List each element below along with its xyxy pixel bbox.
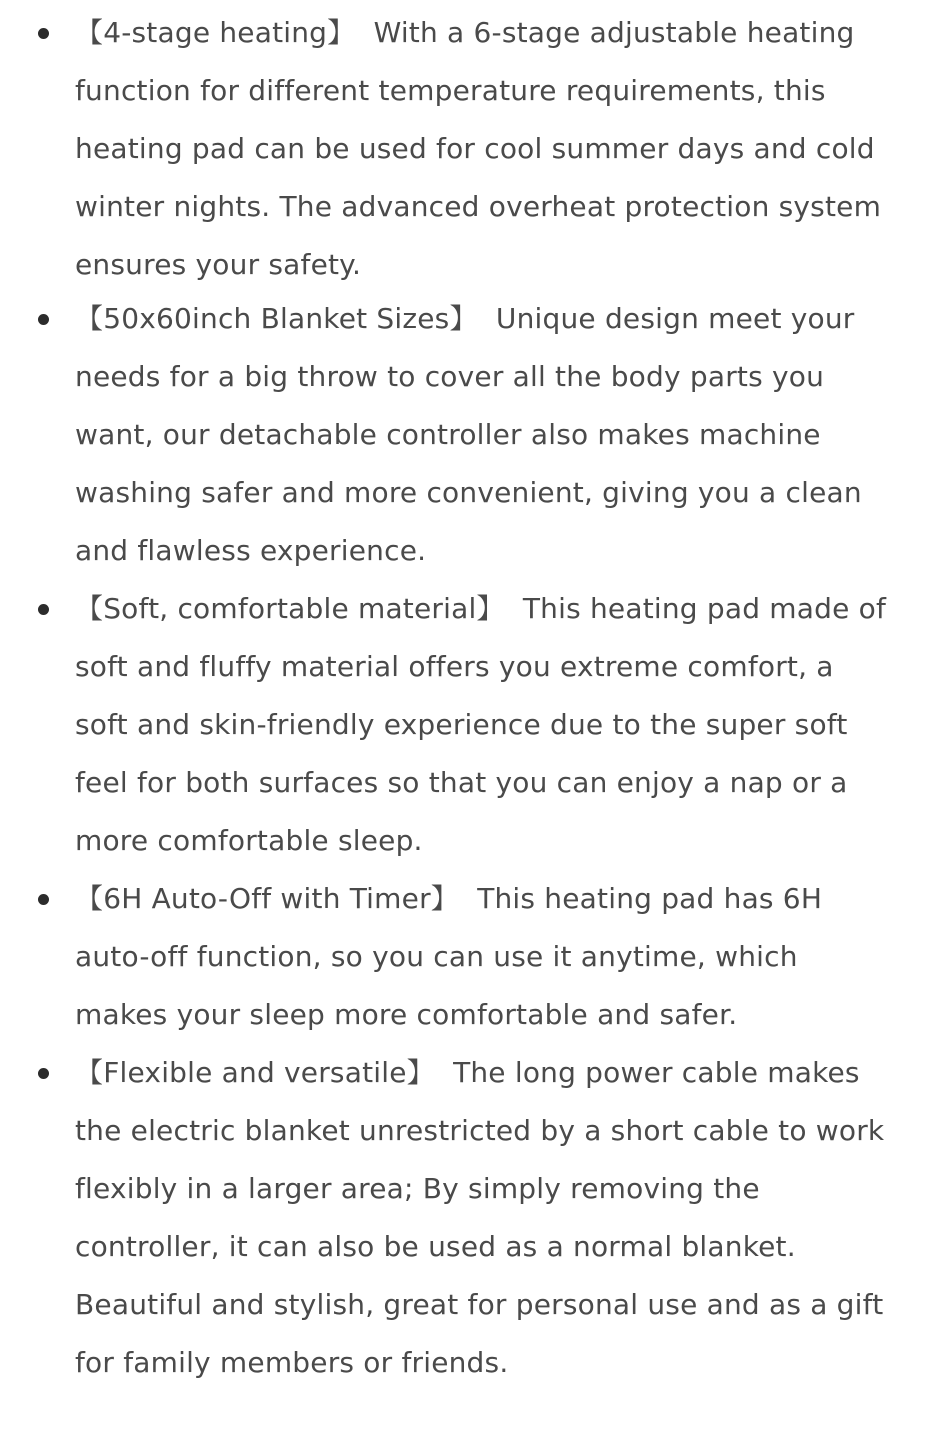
feature-title: 【Flexible and versatile】 bbox=[75, 1056, 435, 1089]
bullet-icon bbox=[38, 314, 49, 325]
list-item bbox=[0, 1044, 925, 1392]
feature-title: 【50x60inch Blanket Sizes】 bbox=[75, 302, 478, 335]
feature-title: 【4-stage heating】 bbox=[75, 16, 356, 49]
feature-text: Unique design meet your needs for a big throw to cover all the body parts you want, our detachable controller also makes machine washing safer and more convenient, giving you a clean and flawless experience. bbox=[75, 302, 862, 567]
bullet-icon bbox=[38, 604, 49, 615]
bullet-icon bbox=[38, 1068, 49, 1079]
feature-text: This heating pad has 6H auto-off function, so you can use it anytime, which makes your sleep more comfortable and safer. bbox=[75, 882, 823, 1031]
list-item bbox=[0, 580, 925, 870]
feature-text: This heating pad made of soft and fluffy material offers you extreme comfort, a soft and skin-friendly experience due to the super soft feel for both surfaces so that you can enjoy a nap or a more comfortable sleep. bbox=[75, 592, 886, 857]
feature-title: 【Soft, comfortable material】 bbox=[75, 592, 505, 625]
list-item bbox=[0, 870, 925, 1044]
list-item bbox=[0, 290, 925, 580]
bullet-icon bbox=[38, 894, 49, 905]
list-item bbox=[0, 4, 925, 294]
feature-text: With a 6-stage adjustable heating function for different temperature requirements, this heating pad can be used for cool summer days and cold winter nights. The advanced overheat protection system ensures your safety. bbox=[75, 16, 882, 281]
feature-title: 【6H Auto-Off with Timer】 bbox=[75, 882, 459, 915]
feature-text: The long power cable makes the electric blanket unrestricted by a short cable to work flexibly in a larger area; By simply removing the controller, it can also be used as a normal blanket. Beautiful and stylish, great for personal use and as a gift for family members or friends. bbox=[75, 1056, 885, 1379]
bullet-icon bbox=[38, 28, 49, 39]
